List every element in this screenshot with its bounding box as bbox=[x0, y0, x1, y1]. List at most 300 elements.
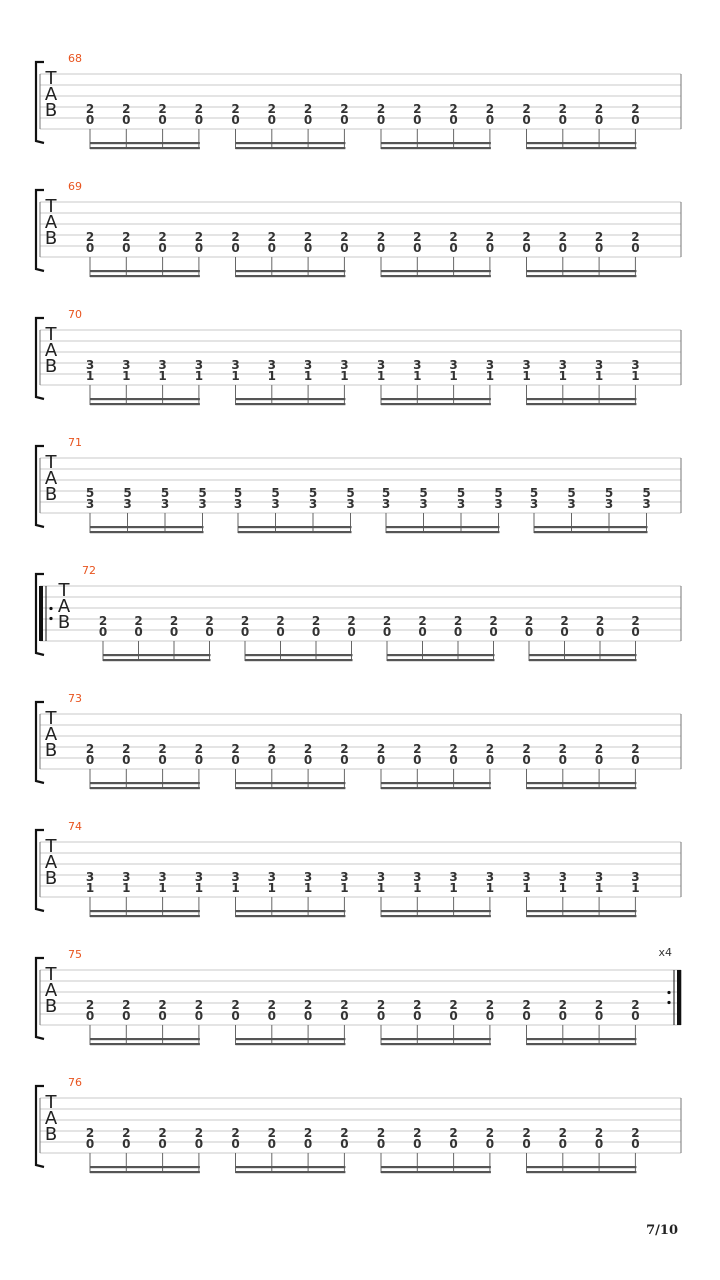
tab-clef-letter: A bbox=[44, 980, 58, 1001]
tab-system bbox=[36, 436, 681, 533]
tab-clef-letter: A bbox=[44, 1108, 58, 1129]
beam bbox=[381, 915, 491, 917]
fret-number: 2 bbox=[122, 742, 131, 756]
fret-number: 0 bbox=[524, 625, 534, 639]
fret-number: 0 bbox=[631, 113, 640, 127]
fret-number: 0 bbox=[449, 113, 458, 127]
fret-number: 0 bbox=[98, 625, 108, 639]
beam bbox=[527, 147, 637, 149]
fret-number: 5 bbox=[271, 486, 280, 500]
fret-number: 5 bbox=[346, 486, 355, 500]
fret-number: 2 bbox=[376, 102, 386, 116]
fret-number: 2 bbox=[631, 102, 640, 116]
fret-number: 1 bbox=[303, 369, 313, 383]
fret-number: 1 bbox=[194, 881, 204, 895]
fret-number: 3 bbox=[123, 497, 132, 511]
beam bbox=[236, 1043, 346, 1045]
fret-number: 0 bbox=[376, 753, 386, 767]
fret-number: 0 bbox=[631, 1009, 640, 1023]
fret-number: 3 bbox=[194, 358, 204, 372]
beam bbox=[236, 270, 346, 272]
measure-number: 71 bbox=[68, 436, 82, 449]
fret-number: 2 bbox=[594, 1126, 604, 1140]
fret-number: 2 bbox=[449, 102, 458, 116]
fret-number: 0 bbox=[267, 113, 276, 127]
fret-number: 3 bbox=[594, 358, 604, 372]
measure-number: 75 bbox=[68, 948, 82, 961]
fret-number: 2 bbox=[231, 1126, 240, 1140]
fret-number: 3 bbox=[303, 870, 313, 884]
fret-number: 1 bbox=[376, 369, 386, 383]
fret-number: 5 bbox=[567, 486, 576, 500]
fret-number: 1 bbox=[158, 881, 167, 895]
tab-clef-letter: B bbox=[44, 740, 58, 761]
beam bbox=[90, 787, 200, 789]
fret-number: 2 bbox=[485, 742, 495, 756]
fret-number: 3 bbox=[413, 870, 422, 884]
beam bbox=[381, 1171, 491, 1173]
fret-number: 3 bbox=[198, 497, 207, 511]
fret-number: 3 bbox=[376, 870, 386, 884]
fret-number: 5 bbox=[233, 486, 243, 500]
fret-number: 2 bbox=[558, 230, 567, 244]
fret-number: 3 bbox=[85, 497, 95, 511]
fret-number: 2 bbox=[267, 742, 276, 756]
beam bbox=[90, 915, 200, 917]
fret-number: 0 bbox=[303, 753, 313, 767]
beam bbox=[527, 1166, 637, 1168]
fret-number: 0 bbox=[194, 241, 204, 255]
fret-number: 0 bbox=[595, 625, 605, 639]
tab-clef-letter: T bbox=[45, 1092, 57, 1113]
fret-number: 2 bbox=[522, 1126, 531, 1140]
tab-clef-letter: B bbox=[44, 356, 58, 377]
fret-number: 3 bbox=[522, 870, 531, 884]
fret-number: 3 bbox=[631, 358, 640, 372]
tab-clef-letter: A bbox=[44, 852, 58, 873]
fret-number: 2 bbox=[85, 102, 95, 116]
repeat-count: x4 bbox=[658, 946, 672, 959]
fret-number: 0 bbox=[558, 753, 567, 767]
tab-clef-letter: T bbox=[45, 836, 57, 857]
tab-system bbox=[36, 180, 681, 277]
fret-number: 5 bbox=[308, 486, 318, 500]
fret-number: 5 bbox=[381, 486, 391, 500]
fret-number: 0 bbox=[485, 1137, 495, 1151]
beam bbox=[90, 1038, 200, 1040]
fret-number: 0 bbox=[449, 753, 458, 767]
fret-number: 0 bbox=[231, 241, 240, 255]
fret-number: 2 bbox=[418, 614, 427, 628]
fret-number: 1 bbox=[303, 881, 313, 895]
beam bbox=[236, 1166, 346, 1168]
beam bbox=[90, 275, 200, 277]
fret-number: 1 bbox=[631, 369, 640, 383]
fret-number: 2 bbox=[311, 614, 321, 628]
fret-number: 3 bbox=[449, 870, 458, 884]
beam bbox=[381, 1166, 491, 1168]
beam bbox=[236, 142, 346, 144]
fret-number: 3 bbox=[85, 870, 95, 884]
fret-number: 2 bbox=[122, 230, 131, 244]
fret-number: 0 bbox=[267, 241, 276, 255]
tab-clef-letter: A bbox=[44, 212, 58, 233]
fret-number: 2 bbox=[169, 614, 179, 628]
fret-number: 3 bbox=[194, 870, 204, 884]
fret-number: 2 bbox=[594, 102, 604, 116]
beam bbox=[90, 782, 200, 784]
beam bbox=[527, 1038, 637, 1040]
beam bbox=[90, 1043, 200, 1045]
measure-number: 70 bbox=[68, 308, 82, 321]
fret-number: 3 bbox=[485, 870, 495, 884]
fret-number: 0 bbox=[558, 1009, 567, 1023]
fret-number: 0 bbox=[485, 1009, 495, 1023]
fret-number: 2 bbox=[558, 102, 567, 116]
beam bbox=[527, 1043, 637, 1045]
fret-number: 1 bbox=[413, 881, 422, 895]
tab-clef-letter: A bbox=[44, 340, 58, 361]
fret-number: 0 bbox=[558, 241, 567, 255]
fret-number: 1 bbox=[231, 881, 240, 895]
fret-number: 1 bbox=[485, 369, 495, 383]
fret-number: 0 bbox=[303, 113, 313, 127]
fret-number: 2 bbox=[485, 998, 495, 1012]
fret-number: 2 bbox=[631, 230, 640, 244]
beam bbox=[236, 1171, 346, 1173]
fret-number: 0 bbox=[382, 625, 392, 639]
fret-number: 0 bbox=[340, 113, 349, 127]
beam bbox=[527, 915, 637, 917]
beam bbox=[529, 654, 637, 656]
page-number: 7/10 bbox=[646, 1223, 678, 1238]
fret-number: 0 bbox=[631, 1137, 640, 1151]
fret-number: 2 bbox=[489, 614, 498, 628]
fret-number: 3 bbox=[485, 358, 495, 372]
fret-number: 2 bbox=[194, 998, 204, 1012]
fret-number: 0 bbox=[158, 753, 167, 767]
fret-number: 3 bbox=[558, 358, 567, 372]
fret-number: 1 bbox=[522, 881, 531, 895]
beam bbox=[90, 398, 200, 400]
fret-number: 0 bbox=[594, 1009, 604, 1023]
tab-clef-letter: T bbox=[45, 452, 57, 473]
fret-number: 0 bbox=[376, 241, 386, 255]
fret-number: 2 bbox=[340, 742, 349, 756]
fret-number: 0 bbox=[594, 241, 604, 255]
fret-number: 0 bbox=[594, 1137, 604, 1151]
fret-number: 0 bbox=[194, 753, 204, 767]
fret-number: 0 bbox=[231, 1137, 240, 1151]
fret-number: 2 bbox=[522, 998, 531, 1012]
fret-number: 0 bbox=[122, 1009, 131, 1023]
beam bbox=[534, 526, 648, 528]
fret-number: 0 bbox=[340, 1009, 349, 1023]
fret-number: 0 bbox=[376, 113, 386, 127]
fret-number: 1 bbox=[231, 369, 240, 383]
beam bbox=[90, 142, 200, 144]
tab-clef-letter: B bbox=[44, 228, 58, 249]
fret-number: 1 bbox=[449, 369, 458, 383]
tab-system bbox=[36, 564, 681, 661]
fret-number: 0 bbox=[303, 1009, 313, 1023]
beam bbox=[527, 275, 637, 277]
measure-number: 72 bbox=[82, 564, 96, 577]
beam bbox=[90, 531, 204, 533]
fret-number: 1 bbox=[631, 881, 640, 895]
beam bbox=[236, 398, 346, 400]
fret-number: 2 bbox=[267, 998, 276, 1012]
beam bbox=[381, 270, 491, 272]
fret-number: 2 bbox=[594, 230, 604, 244]
tab-clef-letter: A bbox=[44, 84, 58, 105]
fret-number: 0 bbox=[231, 1009, 240, 1023]
fret-number: 0 bbox=[311, 625, 321, 639]
beam bbox=[387, 654, 495, 656]
beam bbox=[236, 782, 346, 784]
fret-number: 0 bbox=[453, 625, 463, 639]
fret-number: 2 bbox=[158, 1126, 167, 1140]
fret-number: 0 bbox=[413, 1009, 422, 1023]
fret-number: 2 bbox=[449, 998, 458, 1012]
tab-clef-letter: T bbox=[45, 324, 57, 345]
fret-number: 1 bbox=[594, 369, 604, 383]
fret-number: 2 bbox=[376, 230, 386, 244]
fret-number: 0 bbox=[158, 241, 167, 255]
beam bbox=[236, 910, 346, 912]
fret-number: 3 bbox=[160, 497, 170, 511]
fret-number: 0 bbox=[558, 1137, 567, 1151]
fret-number: 3 bbox=[567, 497, 576, 511]
fret-number: 2 bbox=[85, 230, 95, 244]
fret-number: 0 bbox=[631, 241, 640, 255]
fret-number: 3 bbox=[494, 497, 503, 511]
fret-number: 0 bbox=[558, 113, 567, 127]
fret-number: 3 bbox=[529, 497, 539, 511]
fret-number: 3 bbox=[303, 358, 313, 372]
fret-number: 0 bbox=[240, 625, 250, 639]
beam bbox=[236, 403, 346, 405]
fret-number: 3 bbox=[642, 497, 651, 511]
fret-number: 0 bbox=[205, 625, 214, 639]
tab-clef-letter: T bbox=[45, 964, 57, 985]
fret-number: 3 bbox=[604, 497, 614, 511]
fret-number: 2 bbox=[485, 102, 495, 116]
beam bbox=[527, 403, 637, 405]
fret-number: 1 bbox=[122, 369, 131, 383]
fret-number: 2 bbox=[85, 998, 95, 1012]
beam bbox=[103, 659, 211, 661]
beam bbox=[381, 1038, 491, 1040]
fret-number: 2 bbox=[240, 614, 250, 628]
fret-number: 1 bbox=[558, 369, 567, 383]
tab-clef-letter: B bbox=[44, 100, 58, 121]
fret-number: 2 bbox=[158, 742, 167, 756]
fret-number: 2 bbox=[194, 102, 204, 116]
fret-number: 2 bbox=[631, 1126, 640, 1140]
fret-number: 5 bbox=[85, 486, 95, 500]
repeat-dot bbox=[667, 1001, 670, 1004]
fret-number: 3 bbox=[233, 497, 243, 511]
fret-number: 0 bbox=[376, 1009, 386, 1023]
fret-number: 0 bbox=[158, 113, 167, 127]
tab-system bbox=[36, 946, 681, 1045]
beam bbox=[236, 147, 346, 149]
beam bbox=[529, 659, 637, 661]
beam bbox=[527, 782, 637, 784]
fret-number: 5 bbox=[642, 486, 651, 500]
tab-clef-letter: A bbox=[57, 596, 71, 617]
fret-number: 3 bbox=[419, 497, 428, 511]
fret-number: 3 bbox=[456, 497, 466, 511]
fret-number: 2 bbox=[449, 230, 458, 244]
fret-number: 0 bbox=[594, 113, 604, 127]
fret-number: 2 bbox=[558, 1126, 567, 1140]
fret-number: 0 bbox=[194, 1009, 204, 1023]
fret-number: 2 bbox=[231, 742, 240, 756]
fret-number: 0 bbox=[522, 241, 531, 255]
fret-number: 2 bbox=[631, 614, 640, 628]
fret-number: 0 bbox=[489, 625, 498, 639]
fret-number: 2 bbox=[413, 230, 422, 244]
fret-number: 2 bbox=[376, 1126, 386, 1140]
fret-number: 0 bbox=[85, 113, 95, 127]
fret-number: 2 bbox=[558, 742, 567, 756]
measure-number: 73 bbox=[68, 692, 82, 705]
fret-number: 2 bbox=[303, 998, 313, 1012]
fret-number: 0 bbox=[122, 753, 131, 767]
fret-number: 2 bbox=[413, 102, 422, 116]
fret-number: 2 bbox=[194, 742, 204, 756]
tab-clef-letter: A bbox=[44, 724, 58, 745]
fret-number: 0 bbox=[449, 241, 458, 255]
repeat-end-thick-bar bbox=[677, 970, 681, 1025]
fret-number: 3 bbox=[271, 497, 280, 511]
beam bbox=[90, 270, 200, 272]
tab-clef-letter: B bbox=[44, 868, 58, 889]
beam bbox=[238, 526, 352, 528]
beam bbox=[381, 275, 491, 277]
tab-clef-letter: B bbox=[44, 996, 58, 1017]
fret-number: 0 bbox=[303, 1137, 313, 1151]
tab-system bbox=[36, 820, 681, 917]
fret-number: 2 bbox=[413, 998, 422, 1012]
fret-number: 3 bbox=[340, 870, 349, 884]
fret-number: 2 bbox=[631, 998, 640, 1012]
fret-number: 3 bbox=[449, 358, 458, 372]
beam bbox=[236, 1038, 346, 1040]
tab-system bbox=[36, 52, 681, 149]
fret-number: 0 bbox=[276, 625, 285, 639]
fret-number: 3 bbox=[267, 870, 276, 884]
fret-number: 1 bbox=[340, 881, 349, 895]
fret-number: 2 bbox=[340, 102, 349, 116]
fret-number: 0 bbox=[485, 753, 495, 767]
beam bbox=[238, 531, 352, 533]
fret-number: 1 bbox=[558, 881, 567, 895]
fret-number: 0 bbox=[631, 625, 640, 639]
fret-number: 3 bbox=[85, 358, 95, 372]
fret-number: 0 bbox=[413, 753, 422, 767]
beam bbox=[381, 147, 491, 149]
fret-number: 3 bbox=[381, 497, 391, 511]
beam bbox=[534, 531, 648, 533]
fret-number: 0 bbox=[347, 625, 356, 639]
fret-number: 0 bbox=[631, 753, 640, 767]
beam bbox=[245, 654, 353, 656]
beam bbox=[527, 910, 637, 912]
fret-number: 0 bbox=[594, 753, 604, 767]
beam bbox=[527, 1171, 637, 1173]
fret-number: 2 bbox=[303, 1126, 313, 1140]
fret-number: 2 bbox=[522, 102, 531, 116]
beam bbox=[90, 910, 200, 912]
beam bbox=[527, 142, 637, 144]
tab-system bbox=[36, 1076, 681, 1173]
fret-number: 1 bbox=[85, 881, 95, 895]
fret-number: 2 bbox=[413, 1126, 422, 1140]
fret-number: 0 bbox=[122, 113, 131, 127]
measure-number: 68 bbox=[68, 52, 82, 65]
fret-number: 1 bbox=[85, 369, 95, 383]
fret-number: 2 bbox=[485, 1126, 495, 1140]
fret-number: 5 bbox=[494, 486, 503, 500]
beam bbox=[386, 531, 500, 533]
fret-number: 3 bbox=[522, 358, 531, 372]
beam bbox=[527, 787, 637, 789]
fret-number: 0 bbox=[340, 241, 349, 255]
beam bbox=[90, 1171, 200, 1173]
fret-number: 2 bbox=[267, 102, 276, 116]
fret-number: 1 bbox=[122, 881, 131, 895]
fret-number: 2 bbox=[595, 614, 605, 628]
fret-number: 2 bbox=[594, 742, 604, 756]
fret-number: 5 bbox=[456, 486, 466, 500]
tab-clef-letter: B bbox=[57, 612, 71, 633]
fret-number: 3 bbox=[413, 358, 422, 372]
fret-number: 2 bbox=[560, 614, 569, 628]
fret-number: 2 bbox=[194, 230, 204, 244]
fret-number: 2 bbox=[134, 614, 143, 628]
fret-number: 0 bbox=[485, 113, 495, 127]
fret-number: 2 bbox=[558, 998, 567, 1012]
fret-number: 2 bbox=[231, 230, 240, 244]
fret-number: 2 bbox=[631, 742, 640, 756]
fret-number: 2 bbox=[376, 998, 386, 1012]
beam bbox=[381, 403, 491, 405]
measure-number: 74 bbox=[68, 820, 82, 833]
fret-number: 2 bbox=[231, 998, 240, 1012]
measure-number: 69 bbox=[68, 180, 82, 193]
fret-number: 2 bbox=[382, 614, 392, 628]
tab-system bbox=[36, 308, 681, 405]
fret-number: 2 bbox=[267, 230, 276, 244]
fret-number: 0 bbox=[231, 753, 240, 767]
fret-number: 2 bbox=[85, 1126, 95, 1140]
fret-number: 1 bbox=[267, 369, 276, 383]
beam bbox=[236, 275, 346, 277]
tab-clef-letter: A bbox=[44, 468, 58, 489]
fret-number: 0 bbox=[413, 241, 422, 255]
fret-number: 2 bbox=[158, 230, 167, 244]
fret-number: 3 bbox=[594, 870, 604, 884]
fret-number: 0 bbox=[85, 1137, 95, 1151]
beam bbox=[90, 526, 204, 528]
fret-number: 2 bbox=[303, 102, 313, 116]
beam bbox=[236, 787, 346, 789]
fret-number: 3 bbox=[558, 870, 567, 884]
fret-number: 5 bbox=[419, 486, 428, 500]
